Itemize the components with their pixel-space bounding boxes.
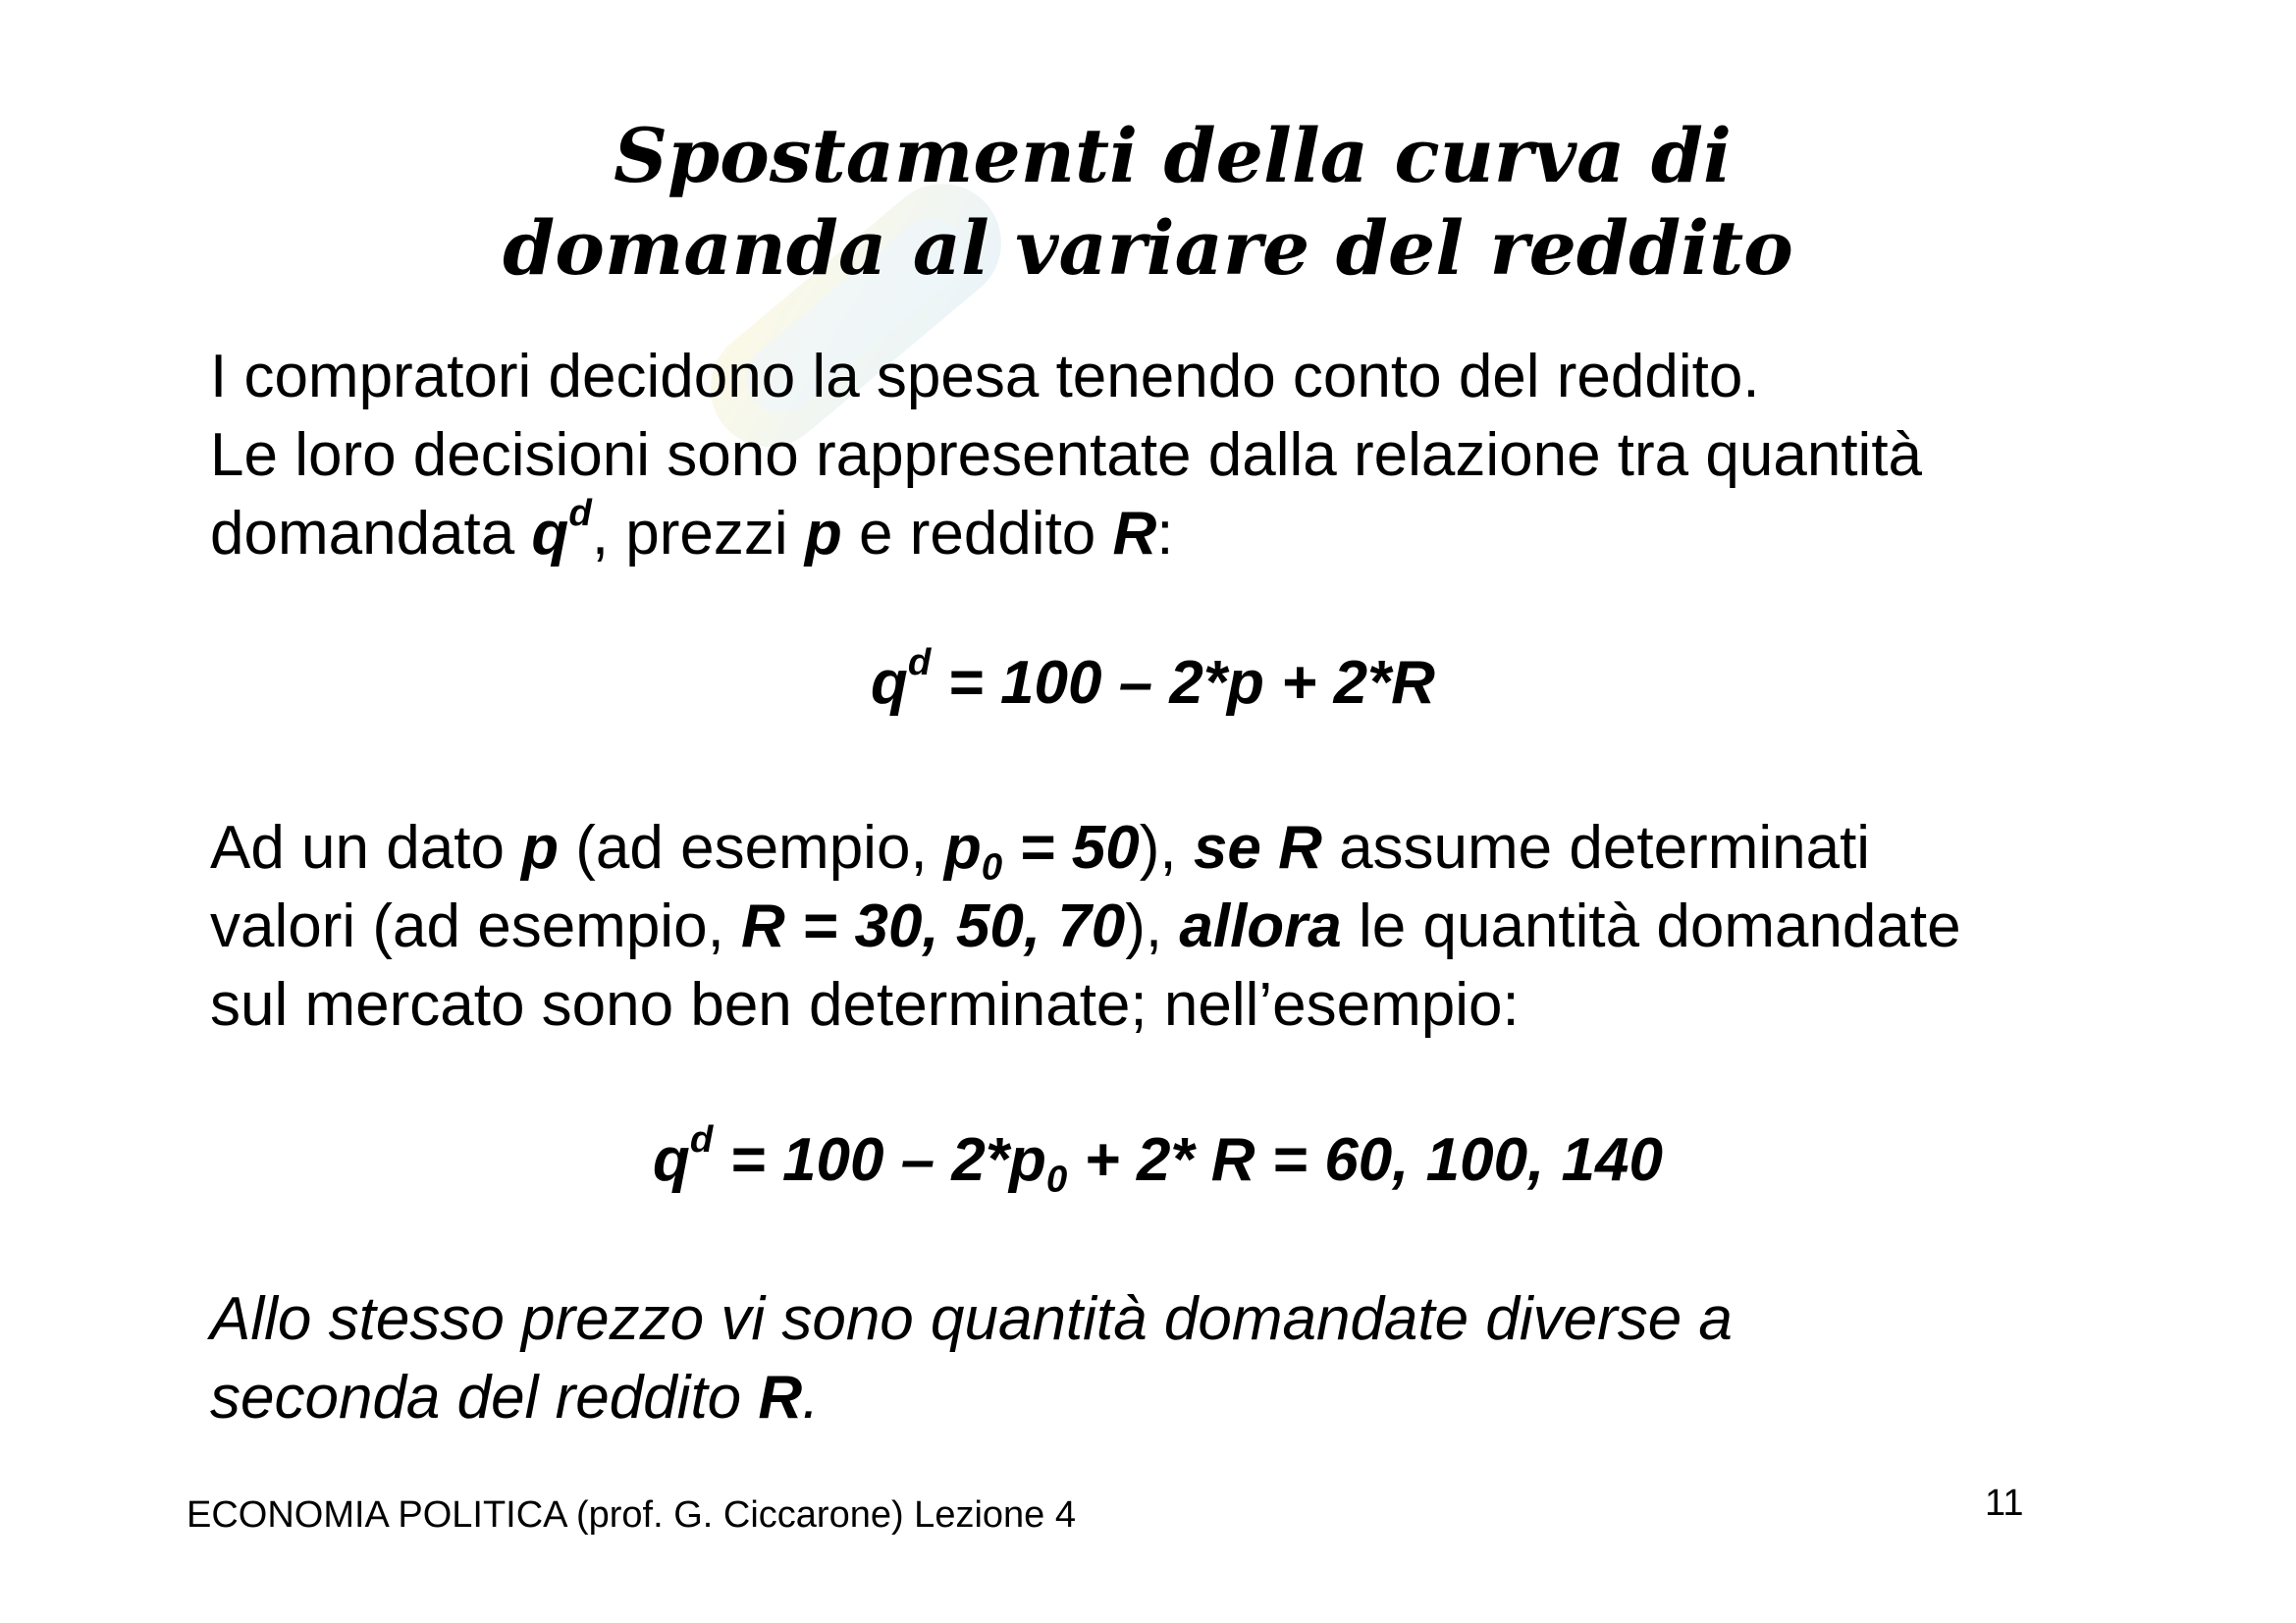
- intro-line-2: Le loro decisioni sono rappresentate dalla relazione tra quantità: [210, 421, 1923, 489]
- slide-title: [0, 110, 2296, 295]
- title-line-2: domanda al variare del reddito: [503, 204, 1793, 292]
- page-number: 11: [1985, 1483, 2024, 1524]
- var-p: p: [804, 500, 842, 568]
- var-q: q: [531, 500, 569, 568]
- example-line-1: Ad un dato p (ad esempio, $p_0 = 50$), se R assume determinati: [210, 814, 1871, 889]
- intro-line-3: domandata $q^d$, prezzi p e reddito R:: [210, 492, 1174, 568]
- superscript-d: d: [568, 492, 592, 535]
- conclusion-line-2: seconda del reddito R.: [210, 1364, 820, 1432]
- example-line-3: sul mercato sono ben determinate; nell’esempio:: [210, 971, 1520, 1039]
- title-line-1: Spostamenti della curva di: [614, 112, 1732, 199]
- var-R: R: [1112, 500, 1157, 568]
- footer-course-label: ECONOMIA POLITICA (prof. G. Ciccarone) Lezione 4: [187, 1494, 1076, 1536]
- example-formula: $q^d = 100 - 2*p_0 + 2*$ R = 60, 100, 140: [653, 1118, 1663, 1201]
- example-paragraph: [210, 809, 1961, 1045]
- conclusion-line-1: Allo stesso prezzo vi sono quantità domandate diverse a: [210, 1285, 1733, 1353]
- demand-formula: $q^d = 100 - 2*p + 2*R$: [871, 641, 1435, 717]
- intro-paragraph: [210, 338, 1922, 573]
- intro-line-1: I compratori decidono la spesa tenendo conto del reddito.: [210, 343, 1760, 410]
- conclusion-paragraph: [210, 1280, 1733, 1437]
- example-line-2: valori (ad esempio, R = 30, 50, 70), allora le quantità domandate: [210, 893, 1961, 960]
